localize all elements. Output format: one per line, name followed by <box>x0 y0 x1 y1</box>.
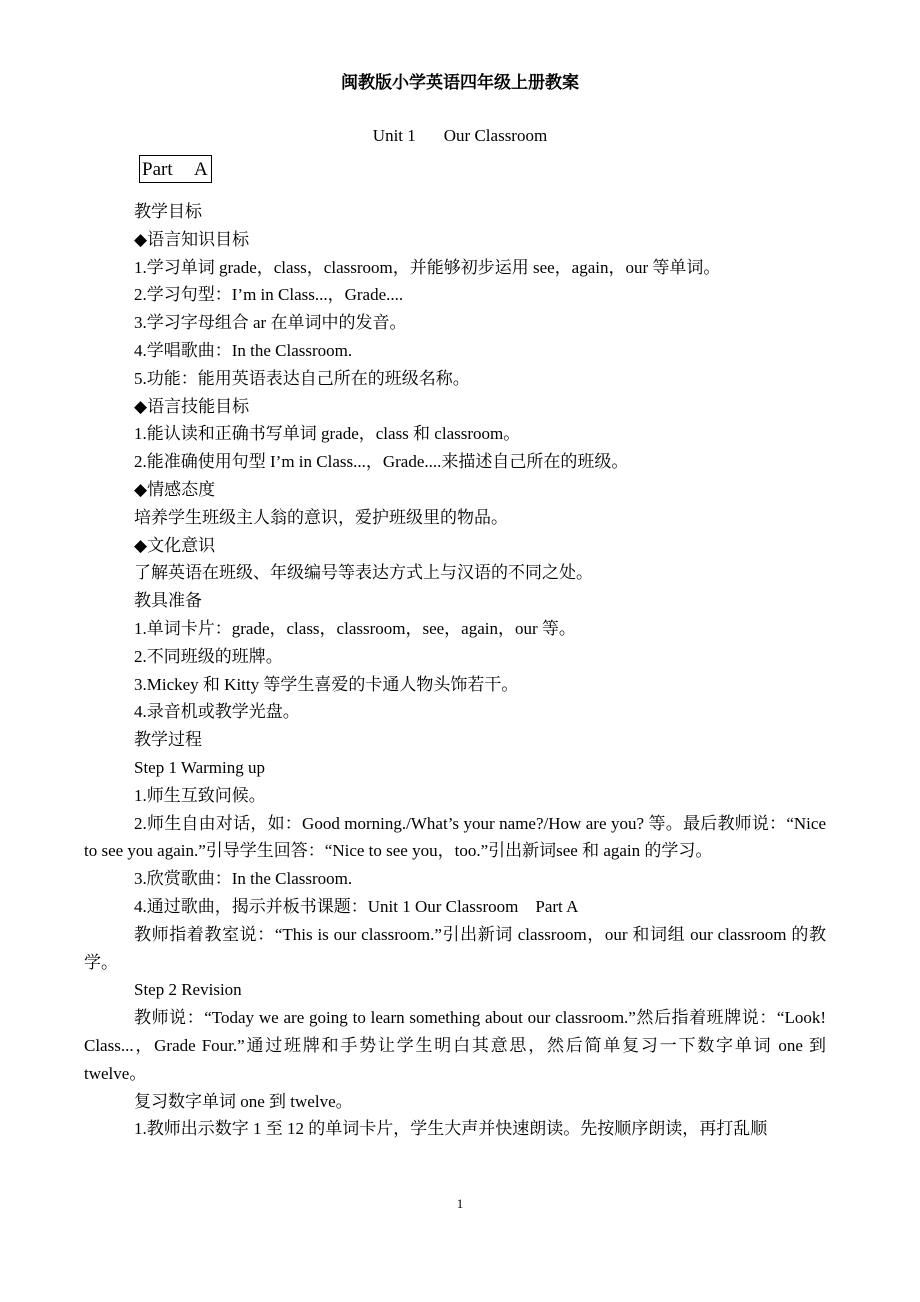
knowledge-item: 5.功能：能用英语表达自己所在的班级名称。 <box>134 368 470 388</box>
knowledge-item: 4.学唱歌曲：In the Classroom. <box>134 340 353 360</box>
skills-item: 2.能准确使用句型 I’m in Class...，Grade....来描述自己所在的班级。 <box>134 452 629 472</box>
unit-heading <box>0 126 920 146</box>
unit-label: Unit 1 <box>372 126 416 145</box>
materials-item: 4.录音机或教学光盘。 <box>134 702 300 722</box>
page-number: 1 <box>456 1196 464 1211</box>
process-heading: 教学过程 <box>134 730 202 750</box>
step1-heading: Step 1 Warming up <box>134 757 266 777</box>
knowledge-item: 1.学习单词 grade，class，classroom，并能够初步运用 see，again，our 等单词。 <box>134 257 721 277</box>
culture-text: 了解英语在班级、年级编号等表达方式上与汉语的不同之处。 <box>134 563 593 583</box>
step1-item: 3.欣赏歌曲：In the Classroom. <box>134 869 353 889</box>
document-body <box>84 198 826 1143</box>
step2-heading: Step 2 Revision <box>134 980 242 1000</box>
step2-item: 复习数字单词 one 到 twelve。 <box>134 1091 353 1111</box>
attitude-text: 培养学生班级主人翁的意识，爱护班级里的物品。 <box>134 507 508 527</box>
materials-item: 2.不同班级的班牌。 <box>134 646 283 666</box>
materials-item: 3.Mickey 和 Kitty 等学生喜爱的卡通人物头饰若干。 <box>134 674 519 694</box>
step2-item: 教师说：“Today we are going to learn something about our classroom.”然后指着班牌说：“Look! Class...，Grade Four.”通过班牌和手势让学生明白其意思，然后简单复习一下数字单词 one 到 twelve。 <box>84 1008 826 1083</box>
step1-item: 教师指着教室说：“This is our classroom.”引出新词 classroom，our 和词组 our classroom 的教学。 <box>84 924 826 972</box>
part-letter: A <box>194 159 208 180</box>
materials-heading: 教具准备 <box>134 591 202 611</box>
attitude-heading: ◆情感态度 <box>134 479 216 499</box>
part-label-box <box>139 155 212 183</box>
step2-item: 1.教师出示数字 1 至 12 的单词卡片，学生大声并快速朗读。先按顺序朗读，再打乱顺 <box>134 1119 768 1139</box>
knowledge-heading: ◆语言知识目标 <box>134 229 250 249</box>
knowledge-item: 3.学习字母组合 ar 在单词中的发音。 <box>134 313 407 333</box>
step1-item: 2.师生自由对话，如：Good morning./What’s your name?/How are you? 等。最后教师说：“Nice to see you again.”引导学生回答：“Nice to see you，too.”引出新词see 和 again 的学习。 <box>84 813 826 861</box>
skills-heading: ◆语言技能目标 <box>134 396 250 416</box>
culture-heading: ◆文化意识 <box>134 535 216 555</box>
knowledge-item: 2.学习句型：I’m in Class...，Grade.... <box>134 285 404 305</box>
step1-item: 4.通过歌曲，揭示并板书课题：Unit 1 Our Classroom Part A <box>134 896 579 916</box>
part-word: Part <box>142 159 173 180</box>
skills-item: 1.能认读和正确书写单词 grade，class 和 classroom。 <box>134 424 521 444</box>
materials-item: 1.单词卡片：grade，class，classroom，see，again，our 等。 <box>134 618 576 638</box>
objectives-heading: 教学目标 <box>134 202 202 221</box>
unit-name: Our Classroom <box>443 126 548 145</box>
document-title: 闽教版小学英语四年级上册教案 <box>341 73 579 92</box>
step1-item: 1.师生互致问候。 <box>134 785 266 805</box>
